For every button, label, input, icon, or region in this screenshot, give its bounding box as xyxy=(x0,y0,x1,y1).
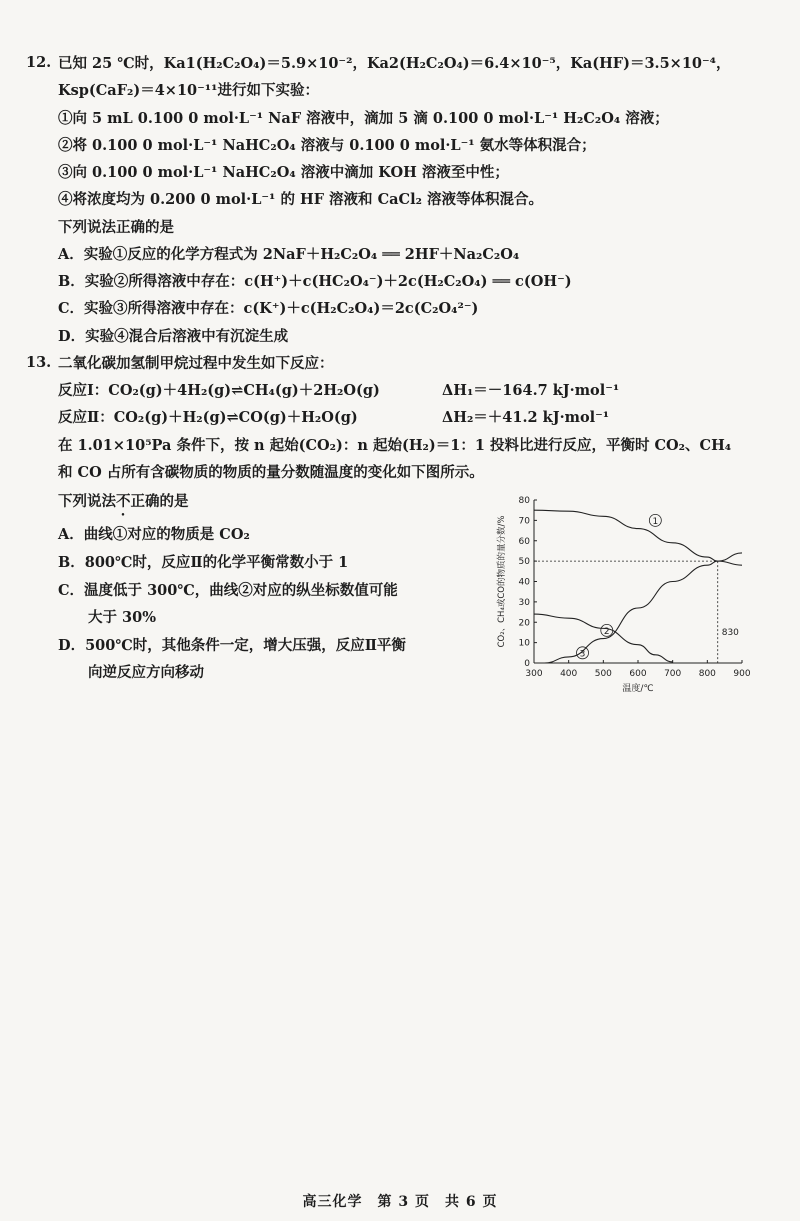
x-tick-label: 900 xyxy=(733,669,751,679)
q13-option-c-line2: 大于 30% xyxy=(88,609,157,626)
y-tick-label: 30 xyxy=(518,597,530,608)
y-tick-label: 50 xyxy=(518,557,530,568)
q13-reaction-2: 反应Ⅱ：CO₂(g)＋H₂(g)⇌CO(g)＋H₂O(g) xyxy=(58,409,358,426)
q13-option-c-line1: C．温度低于 300℃，曲线②对应的纵坐标数值可能 xyxy=(58,582,398,599)
x-tick-label: 800 xyxy=(698,669,716,679)
q13-question-post: 正确的是 xyxy=(130,493,189,510)
y-tick-label: 10 xyxy=(518,638,530,649)
q12-experiment-3: ③向 0.100 0 mol·L⁻¹ NaHC₂O₄ 溶液中滴加 KOH 溶液至中性； xyxy=(58,164,509,181)
y-tick-label: 80 xyxy=(518,496,530,506)
q12-option-c: C．实验③所得溶液中存在：c(K⁺)＋c(H₂C₂O₄)＝2c(C₂O₄²⁻) xyxy=(58,300,479,317)
annotation-830: 830 xyxy=(721,628,739,638)
q12-experiment-1: ①向 5 mL 0.100 0 mol·L⁻¹ NaF 溶液中，滴加 5 滴 0.100 0 mol·L⁻¹ H₂C₂O₄ 溶液； xyxy=(58,110,669,127)
series-label-3: 3 xyxy=(579,649,586,660)
y-tick-label: 20 xyxy=(518,618,530,629)
page-footer: 高三化学 第 3 页 共 6 页 xyxy=(302,1194,498,1210)
x-tick-label: 300 xyxy=(525,669,543,679)
x-tick-label: 500 xyxy=(594,669,612,679)
equilibrium-chart xyxy=(488,488,758,698)
q13-option-a: A．曲线①对应的物质是 CO₂ xyxy=(58,526,250,543)
q13-stem: 二氧化碳加氢制甲烷过程中发生如下反应： xyxy=(58,355,334,372)
series-line-1 xyxy=(534,510,742,565)
q13-condition-line1: 在 1.01×10⁵Pa 条件下，按 n 起始(CO₂)：n 起始(H₂)＝1：1 投料比进行反应，平衡时 CO₂、CH₄ xyxy=(58,437,732,454)
series-label-1: 1 xyxy=(652,516,659,527)
q12-stem-line2: Ksp(CaF₂)＝4×10⁻¹¹进行如下实验： xyxy=(58,82,319,99)
q12-stem-line1: 已知 25 ℃时，Ka1(H₂C₂O₄)＝5.9×10⁻²，Ka2(H₂C₂O₄)＝6.4×10⁻⁵，Ka(HF)＝3.5×10⁻⁴， xyxy=(58,55,731,72)
y-tick-label: 70 xyxy=(518,516,530,527)
q12-experiment-2: ②将 0.100 0 mol·L⁻¹ NaHC₂O₄ 溶液与 0.100 0 mol·L⁻¹ 氨水等体积混合； xyxy=(58,137,596,154)
q12-number: 12. xyxy=(26,54,52,71)
q13-reaction-2-enthalpy: ΔH₂＝＋41.2 kJ·mol⁻¹ xyxy=(442,409,610,426)
q13-question-emphasis: 不 xyxy=(116,493,131,510)
x-tick-label: 600 xyxy=(629,669,647,679)
q12-option-a: A．实验①反应的化学方程式为 2NaF＋H₂C₂O₄ ══ 2HF＋Na₂C₂O₄ xyxy=(58,246,520,263)
q12-option-d: D．实验④混合后溶液中有沉淀生成 xyxy=(58,328,289,345)
q13-option-b: B．800℃时，反应Ⅱ的化学平衡常数小于 1 xyxy=(58,554,349,571)
y-tick-label: 0 xyxy=(524,659,530,669)
q13-option-d-line2: 向逆反应方向移动 xyxy=(88,664,204,681)
x-tick-label: 400 xyxy=(560,669,578,679)
q13-reaction-1: 反应Ⅰ：CO₂(g)＋4H₂(g)⇌CH₄(g)＋2H₂O(g) xyxy=(58,382,380,399)
q13-condition-line2: 和 CO 占所有含碳物质的物质的量分数随温度的变化如下图所示。 xyxy=(58,464,484,481)
x-tick-label: 700 xyxy=(664,669,682,679)
series-label-2: 2 xyxy=(603,626,610,637)
y-tick-label: 40 xyxy=(518,577,530,588)
q13-option-d-line1: D．500℃时，其他条件一定，增大压强，反应Ⅱ平衡 xyxy=(58,637,406,654)
q13-question-pre: 下列说法 xyxy=(58,493,116,510)
y-axis-label: CO₂、CH₄或CO的物质的量分数/% xyxy=(497,515,507,648)
q13-number: 13. xyxy=(26,354,52,371)
x-axis-label: 温度/℃ xyxy=(622,684,654,694)
q12-question: 下列说法正确的是 xyxy=(58,219,174,236)
q12-option-b: B．实验②所得溶液中存在：c(H⁺)＋c(HC₂O₄⁻)＋2c(H₂C₂O₄) ══ c(OH⁻) xyxy=(58,273,572,290)
q13-question xyxy=(58,492,189,519)
q12-experiment-4: ④将浓度均为 0.200 0 mol·L⁻¹ 的 HF 溶液和 CaCl₂ 溶液等体积混合。 xyxy=(58,191,543,208)
y-tick-label: 60 xyxy=(518,536,530,547)
q13-reaction-1-enthalpy: ΔH₁＝－164.7 kJ·mol⁻¹ xyxy=(442,382,620,399)
